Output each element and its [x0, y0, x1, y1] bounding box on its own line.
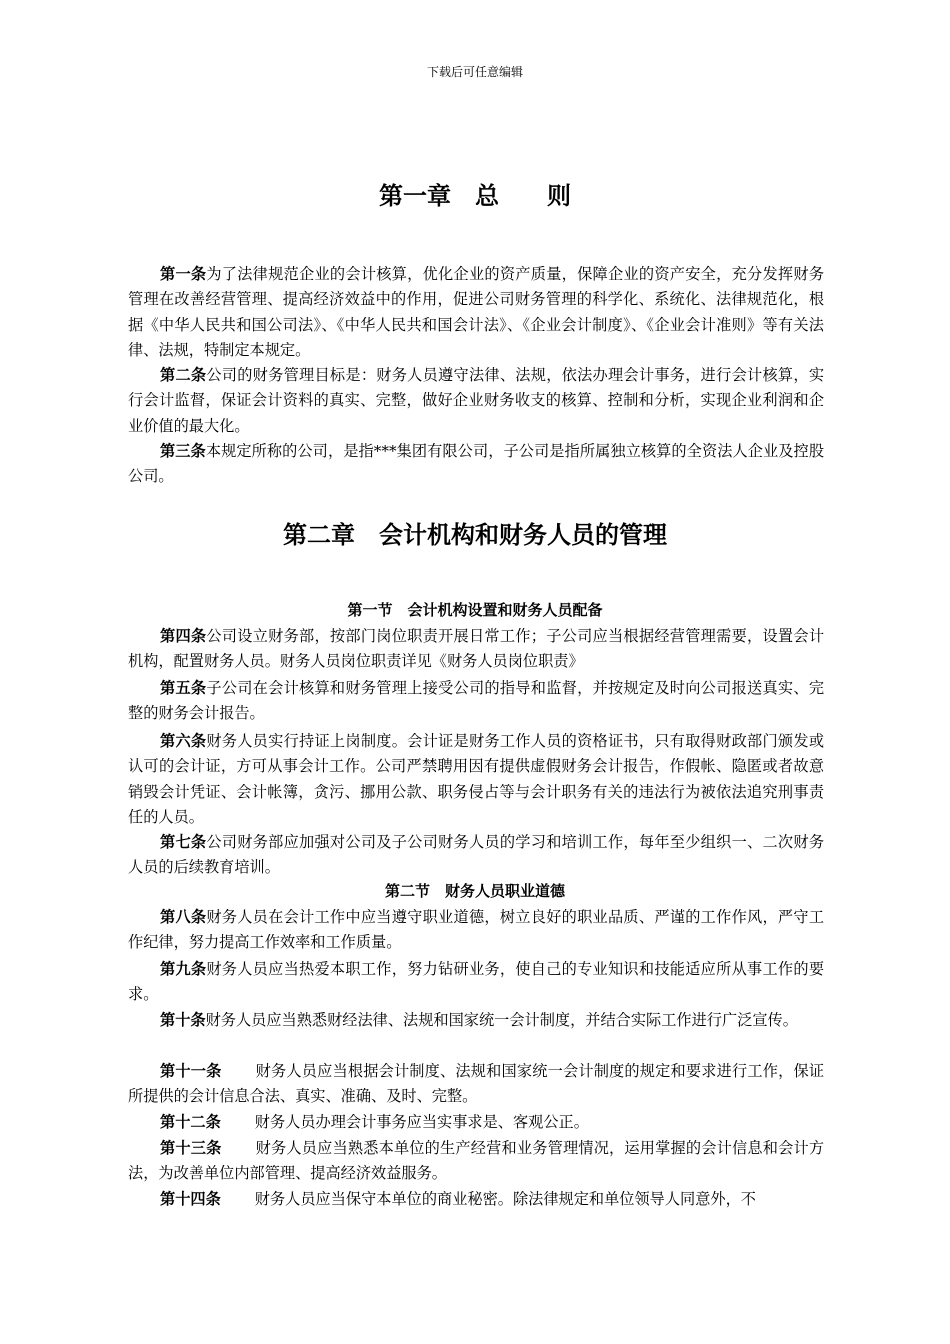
article-paragraph [128, 363, 824, 439]
article-label: 第十一条 [160, 1062, 222, 1080]
article-paragraph [128, 1110, 824, 1135]
article-text: 财务人员办理会计事务应当实事求是、客观公正。 [254, 1113, 589, 1131]
chapter-title: 第一章 总 则 [379, 181, 571, 210]
article-label: 第三条 [160, 442, 206, 460]
article-paragraph [128, 624, 824, 675]
article-label: 第二条 [160, 366, 207, 384]
article-label: 第一条 [160, 265, 207, 283]
article-label: 第八条 [160, 908, 207, 926]
article-text: 公司财务部应加强对公司及子公司财务人员的学习和培训工作，每年至少组织一、二次财务人员的后续教育培训。 [128, 833, 824, 877]
section-title: 第一节 会计机构设置和财务人员配备 [347, 601, 603, 619]
article-paragraph [128, 1059, 824, 1110]
article-text: 为了法律规范企业的会计核算，优化企业的资产质量，保障企业的资产安全，充分发挥财务管理在改善经营管理、提高经济效益中的作用，促进公司财务管理的科学化、系统化、法律规范化，根据《中华人民共和国公司法》、《中华人民共和国会计法》、《企业会计制度》、《企业会计准则》等有关法律、法规，特制定本规定。 [128, 265, 824, 359]
article-text: 公司设立财务部，按部门岗位职责开展日常工作；子公司应当根据经营管理需要，设置会计机构，配置财务人员。财务人员岗位职责详见《财务人员岗位职责》 [128, 627, 824, 671]
article-paragraph [128, 957, 824, 1008]
article-text: 本规定所称的公司，是指***集团有限公司，子公司是指所属独立核算的全资法人企业及控股公司。 [128, 442, 825, 486]
article-text: 财务人员在会计工作中应当遵守职业道德，树立良好的职业品质、严谨的工作作风，严守工作纪律，努力提高工作效率和工作质量。 [128, 908, 824, 952]
article-label: 第六条 [160, 732, 207, 750]
article-label: 第十二条 [160, 1113, 221, 1131]
article-label: 第十四条 [160, 1190, 221, 1208]
article-label: 第九条 [160, 960, 207, 978]
article-paragraph [128, 1187, 824, 1212]
article-text: 子公司在会计核算和财务管理上接受公司的指导和监督，并按规定及时向公司报送真实、完整的财务会计报告。 [128, 679, 824, 723]
article-label: 第十条 [160, 1011, 206, 1029]
article-text: 公司的财务管理目标是：财务人员遵守法律、法规，依法办理会计事务，进行会计核算，实行会计监督，保证会计资料的真实、完整，做好企业财务收支的核算、控制和分析，实现企业利润和企业价值的最大化。 [128, 366, 824, 435]
article-paragraph [128, 676, 824, 727]
article-paragraph [128, 439, 824, 490]
article-text: 财务人员应当根据会计制度、法规和国家统一会计制度的规定和要求进行工作，保证所提供的会计信息合法、真实、准确、及时、完整。 [128, 1062, 825, 1106]
article-label: 第十三条 [160, 1139, 222, 1157]
article-label: 第七条 [160, 833, 207, 851]
header-note: 下载后可任意编辑 [426, 65, 523, 79]
article-paragraph [128, 1008, 824, 1033]
article-paragraph [128, 830, 824, 881]
article-label: 第四条 [160, 627, 207, 645]
article-text: 财务人员应当热爱本职工作，努力钻研业务，使自己的专业知识和技能适应所从事工作的要求。 [128, 960, 824, 1004]
chapter-title: 第二章 会计机构和财务人员的管理 [283, 520, 667, 549]
section-title: 第二节 财务人员职业道德 [384, 882, 565, 900]
article-paragraph [128, 905, 824, 956]
article-paragraph [128, 1136, 824, 1187]
article-paragraph [128, 262, 824, 363]
article-text: 财务人员应当保守本单位的商业秘密。除法律规定和单位领导人同意外，不 [254, 1190, 756, 1208]
article-text: 财务人员应当熟悉本单位的生产经营和业务管理情况，运用掌握的会计信息和会计方法，为改善单位内部管理、提高经济效益服务。 [128, 1139, 825, 1183]
article-label: 第五条 [160, 679, 207, 697]
article-text: 财务人员应当熟悉财经法律、法规和国家统一会计制度，并结合实际工作进行广泛宣传。 [205, 1011, 798, 1029]
article-paragraph [128, 729, 824, 830]
article-text: 财务人员实行持证上岗制度。会计证是财务工作人员的资格证书，只有取得财政部门颁发或认可的会计证，方可从事会计工作。公司严禁聘用因有提供虚假财务会计报告，作假帐、隐匿或者故意销毁会计凭证、会计帐簿，贪污、挪用公款、职务侵占等与会计职务有关的违法行为被依法追究刑事责任的人员。 [128, 732, 824, 826]
